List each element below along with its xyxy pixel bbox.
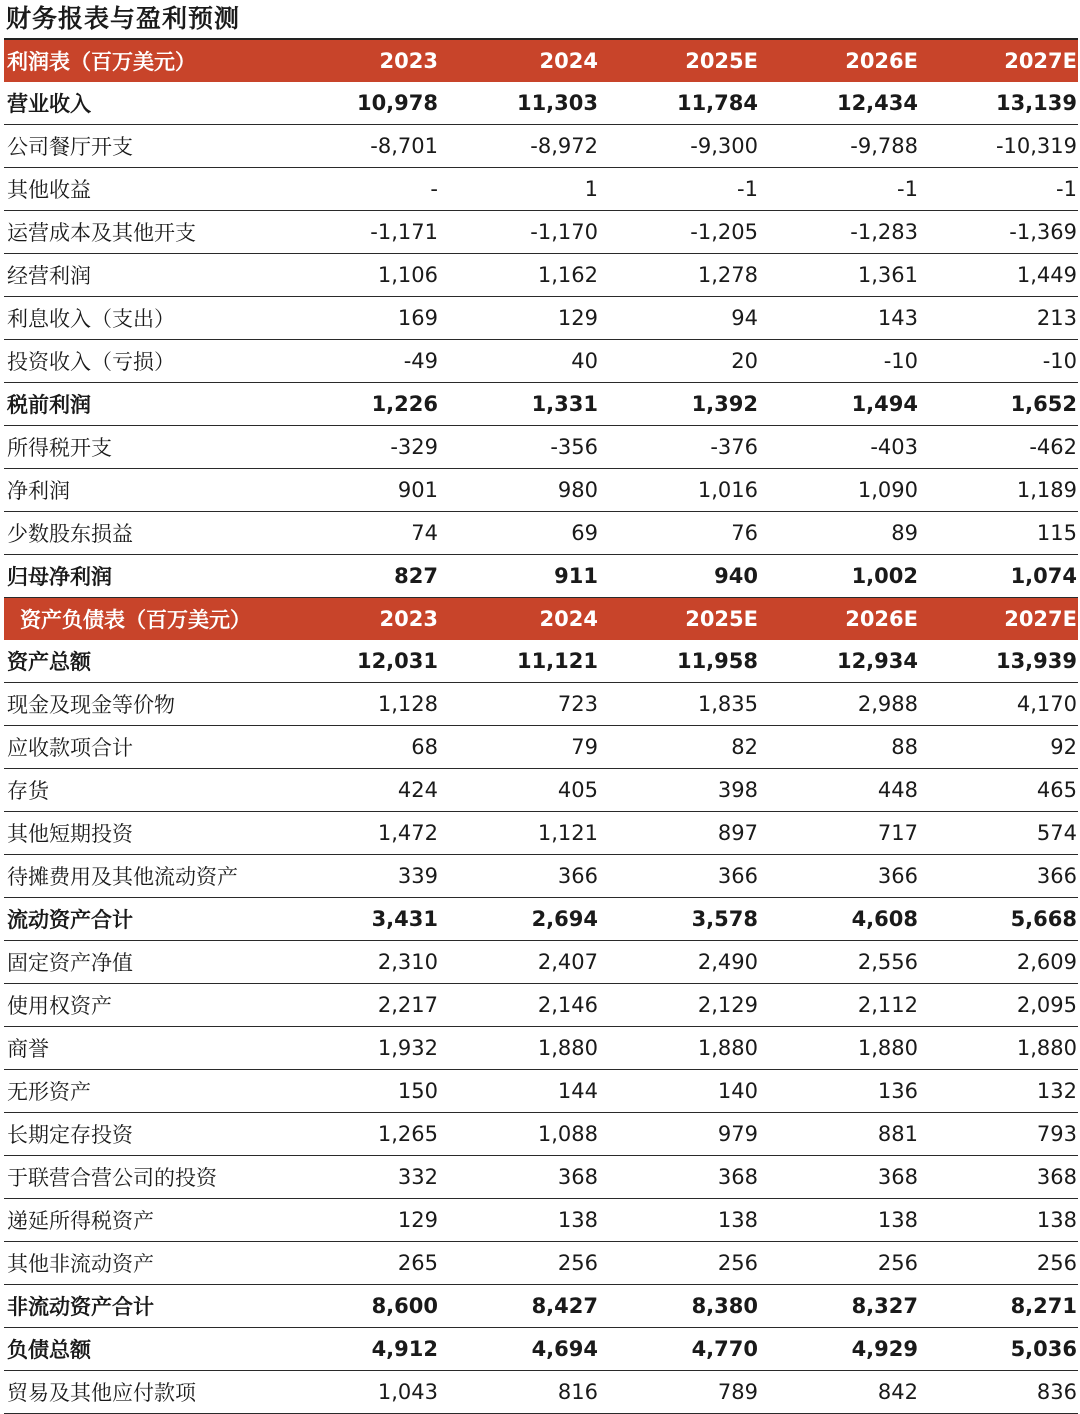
value-cell: 12,434 <box>758 82 918 125</box>
value-cell: 405 <box>438 769 598 812</box>
value-cell: 1,880 <box>438 1027 598 1070</box>
table-row <box>4 254 1078 297</box>
row-label: 公司餐厅开支 <box>4 125 278 168</box>
table-row <box>4 898 1078 941</box>
value-cell: 1,074 <box>918 555 1078 598</box>
value-cell: 2,095 <box>918 984 1078 1027</box>
row-label: 使用权资产 <box>4 984 278 1027</box>
row-label: 于联营合营公司的投资 <box>4 1156 278 1199</box>
value-cell: 143 <box>758 297 918 340</box>
value-cell: -403 <box>758 426 918 469</box>
value-cell: 136 <box>758 1070 918 1113</box>
value-cell: -1,283 <box>758 211 918 254</box>
value-cell: 3,431 <box>278 898 438 941</box>
value-cell: 2,217 <box>278 984 438 1027</box>
table-row <box>4 726 1078 769</box>
table-row <box>4 1199 1078 1242</box>
value-cell: 11,121 <box>438 640 598 683</box>
value-cell: 789 <box>598 1371 758 1414</box>
row-label: 负债总额 <box>4 1328 278 1371</box>
value-cell: 129 <box>278 1199 438 1242</box>
value-cell: 448 <box>758 769 918 812</box>
row-label: 所得税开支 <box>4 426 278 469</box>
value-cell: 11,303 <box>438 82 598 125</box>
value-cell: -1,170 <box>438 211 598 254</box>
value-cell: 2,609 <box>918 941 1078 984</box>
value-cell: 1,494 <box>758 383 918 426</box>
value-cell: 4,694 <box>438 1328 598 1371</box>
value-cell: 256 <box>598 1242 758 1285</box>
table-row <box>4 211 1078 254</box>
row-label: 非流动资产合计 <box>4 1285 278 1328</box>
table-row <box>4 1285 1078 1328</box>
value-cell: 1,392 <box>598 383 758 426</box>
year-header: 2024 <box>438 40 598 82</box>
row-label: 商誉 <box>4 1027 278 1070</box>
value-cell: 13,939 <box>918 640 1078 683</box>
value-cell: 4,608 <box>758 898 918 941</box>
year-header: 2024 <box>438 598 598 641</box>
section-title: 利润表（百万美元） <box>4 40 278 82</box>
value-cell: 74 <box>278 512 438 555</box>
section-title: 资产负债表（百万美元） <box>4 598 278 641</box>
value-cell: 20 <box>598 340 758 383</box>
value-cell: 2,694 <box>438 898 598 941</box>
value-cell: 368 <box>758 1156 918 1199</box>
value-cell: -9,300 <box>598 125 758 168</box>
value-cell: -10 <box>758 340 918 383</box>
year-header: 2027E <box>918 598 1078 641</box>
value-cell: 1,652 <box>918 383 1078 426</box>
value-cell: 94 <box>598 297 758 340</box>
value-cell: 12,031 <box>278 640 438 683</box>
value-cell: 138 <box>758 1199 918 1242</box>
value-cell: 881 <box>758 1113 918 1156</box>
value-cell: 144 <box>438 1070 598 1113</box>
value-cell: 8,271 <box>918 1285 1078 1328</box>
row-label: 贸易及其他应付款项 <box>4 1371 278 1414</box>
value-cell: 1,002 <box>758 555 918 598</box>
value-cell: - <box>278 168 438 211</box>
value-cell: 1,106 <box>278 254 438 297</box>
value-cell: 979 <box>598 1113 758 1156</box>
value-cell: 140 <box>598 1070 758 1113</box>
row-label: 长期定存投资 <box>4 1113 278 1156</box>
row-label: 营业收入 <box>4 82 278 125</box>
value-cell: 366 <box>758 855 918 898</box>
row-label: 利息收入（支出） <box>4 297 278 340</box>
year-header: 2025E <box>598 598 758 641</box>
value-cell: -376 <box>598 426 758 469</box>
value-cell: 40 <box>438 340 598 383</box>
value-cell: 8,600 <box>278 1285 438 1328</box>
value-cell: 836 <box>918 1371 1078 1414</box>
year-header: 2023 <box>278 40 438 82</box>
year-header: 2027E <box>918 40 1078 82</box>
table-row <box>4 941 1078 984</box>
value-cell: 366 <box>438 855 598 898</box>
row-label: 投资收入（亏损） <box>4 340 278 383</box>
table-row <box>4 683 1078 726</box>
value-cell: 150 <box>278 1070 438 1113</box>
value-cell: 256 <box>918 1242 1078 1285</box>
value-cell: 1 <box>438 168 598 211</box>
year-header: 2026E <box>758 598 918 641</box>
table-row <box>4 168 1078 211</box>
value-cell: 1,880 <box>758 1027 918 1070</box>
row-label: 归母净利润 <box>4 555 278 598</box>
value-cell: 332 <box>278 1156 438 1199</box>
table-row <box>4 1242 1078 1285</box>
value-cell: 1,932 <box>278 1027 438 1070</box>
table-row <box>4 125 1078 168</box>
year-header: 2026E <box>758 40 918 82</box>
value-cell: 115 <box>918 512 1078 555</box>
value-cell: -1 <box>598 168 758 211</box>
value-cell: -49 <box>278 340 438 383</box>
value-cell: 8,327 <box>758 1285 918 1328</box>
value-cell: -1,205 <box>598 211 758 254</box>
value-cell: 256 <box>758 1242 918 1285</box>
value-cell: -1 <box>918 168 1078 211</box>
value-cell: 2,490 <box>598 941 758 984</box>
value-cell: 1,162 <box>438 254 598 297</box>
value-cell: 1,088 <box>438 1113 598 1156</box>
table-row <box>4 512 1078 555</box>
value-cell: 138 <box>598 1199 758 1242</box>
row-label: 无形资产 <box>4 1070 278 1113</box>
value-cell: 8,427 <box>438 1285 598 1328</box>
row-label: 应收款项合计 <box>4 726 278 769</box>
table-row <box>4 855 1078 898</box>
value-cell: -8,701 <box>278 125 438 168</box>
value-cell: 138 <box>918 1199 1078 1242</box>
value-cell: 12,934 <box>758 640 918 683</box>
value-cell: 89 <box>758 512 918 555</box>
value-cell: 5,668 <box>918 898 1078 941</box>
row-label: 其他非流动资产 <box>4 1242 278 1285</box>
table-row <box>4 1070 1078 1113</box>
value-cell: 827 <box>278 555 438 598</box>
value-cell: 339 <box>278 855 438 898</box>
year-header: 2025E <box>598 40 758 82</box>
value-cell: 2,129 <box>598 984 758 1027</box>
value-cell: 368 <box>438 1156 598 1199</box>
value-cell: 2,556 <box>758 941 918 984</box>
table-row <box>4 82 1078 125</box>
value-cell: 11,784 <box>598 82 758 125</box>
value-cell: 69 <box>438 512 598 555</box>
value-cell: 10,978 <box>278 82 438 125</box>
value-cell: 2,310 <box>278 941 438 984</box>
row-label: 递延所得税资产 <box>4 1199 278 1242</box>
value-cell: 574 <box>918 812 1078 855</box>
row-label: 存货 <box>4 769 278 812</box>
table-row <box>4 1328 1078 1371</box>
table-row <box>4 640 1078 683</box>
value-cell: -329 <box>278 426 438 469</box>
value-cell: 169 <box>278 297 438 340</box>
value-cell: 368 <box>598 1156 758 1199</box>
value-cell: 92 <box>918 726 1078 769</box>
value-cell: 366 <box>918 855 1078 898</box>
value-cell: 5,036 <box>918 1328 1078 1371</box>
value-cell: 1,121 <box>438 812 598 855</box>
value-cell: 76 <box>598 512 758 555</box>
value-cell: 1,331 <box>438 383 598 426</box>
table-row <box>4 1027 1078 1070</box>
value-cell: 1,090 <box>758 469 918 512</box>
value-cell: -1 <box>758 168 918 211</box>
table-row <box>4 1156 1078 1199</box>
value-cell: 368 <box>918 1156 1078 1199</box>
row-label: 流动资产合计 <box>4 898 278 941</box>
value-cell: 465 <box>918 769 1078 812</box>
table-row <box>4 769 1078 812</box>
table-row <box>4 555 1078 598</box>
value-cell: -10,319 <box>918 125 1078 168</box>
financial-table-body <box>4 40 1078 1414</box>
row-label: 现金及现金等价物 <box>4 683 278 726</box>
value-cell: 2,407 <box>438 941 598 984</box>
value-cell: 3,578 <box>598 898 758 941</box>
value-cell: 4,912 <box>278 1328 438 1371</box>
value-cell: 1,449 <box>918 254 1078 297</box>
value-cell: 88 <box>758 726 918 769</box>
value-cell: 1,226 <box>278 383 438 426</box>
value-cell: 1,043 <box>278 1371 438 1414</box>
value-cell: 1,265 <box>278 1113 438 1156</box>
value-cell: 816 <box>438 1371 598 1414</box>
value-cell: -1,369 <box>918 211 1078 254</box>
value-cell: 82 <box>598 726 758 769</box>
row-label: 运营成本及其他开支 <box>4 211 278 254</box>
table-row <box>4 297 1078 340</box>
value-cell: 1,189 <box>918 469 1078 512</box>
value-cell: -8,972 <box>438 125 598 168</box>
value-cell: 1,880 <box>598 1027 758 1070</box>
value-cell: 1,835 <box>598 683 758 726</box>
table-row <box>4 426 1078 469</box>
value-cell: 398 <box>598 769 758 812</box>
value-cell: 717 <box>758 812 918 855</box>
row-label: 待摊费用及其他流动资产 <box>4 855 278 898</box>
page-title: 财务报表与盈利预测 <box>6 4 241 33</box>
table-row <box>4 383 1078 426</box>
value-cell: 213 <box>918 297 1078 340</box>
row-label: 其他短期投资 <box>4 812 278 855</box>
value-cell: 68 <box>278 726 438 769</box>
table-row <box>4 340 1078 383</box>
value-cell: 1,128 <box>278 683 438 726</box>
value-cell: -10 <box>918 340 1078 383</box>
value-cell: 366 <box>598 855 758 898</box>
value-cell: 11,958 <box>598 640 758 683</box>
value-cell: 132 <box>918 1070 1078 1113</box>
value-cell: 4,770 <box>598 1328 758 1371</box>
row-label: 经营利润 <box>4 254 278 297</box>
row-label: 净利润 <box>4 469 278 512</box>
value-cell: 13,139 <box>918 82 1078 125</box>
value-cell: 256 <box>438 1242 598 1285</box>
value-cell: 2,112 <box>758 984 918 1027</box>
value-cell: 940 <box>598 555 758 598</box>
value-cell: 897 <box>598 812 758 855</box>
value-cell: 980 <box>438 469 598 512</box>
value-cell: -356 <box>438 426 598 469</box>
value-cell: 1,880 <box>918 1027 1078 1070</box>
value-cell: 129 <box>438 297 598 340</box>
row-label: 资产总额 <box>4 640 278 683</box>
value-cell: 8,380 <box>598 1285 758 1328</box>
year-header: 2023 <box>278 598 438 641</box>
value-cell: 723 <box>438 683 598 726</box>
value-cell: 138 <box>438 1199 598 1242</box>
table-row <box>4 984 1078 1027</box>
value-cell: 1,016 <box>598 469 758 512</box>
value-cell: 911 <box>438 555 598 598</box>
value-cell: 424 <box>278 769 438 812</box>
value-cell: 1,361 <box>758 254 918 297</box>
row-label: 固定资产净值 <box>4 941 278 984</box>
financial-table <box>4 40 1078 1414</box>
value-cell: 1,472 <box>278 812 438 855</box>
value-cell: 2,988 <box>758 683 918 726</box>
value-cell: 4,170 <box>918 683 1078 726</box>
income-statement-header <box>4 40 1078 82</box>
value-cell: 2,146 <box>438 984 598 1027</box>
value-cell: -1,171 <box>278 211 438 254</box>
table-row <box>4 469 1078 512</box>
table-row <box>4 1371 1078 1414</box>
value-cell: 79 <box>438 726 598 769</box>
row-label: 其他收益 <box>4 168 278 211</box>
table-row <box>4 1113 1078 1156</box>
row-label: 少数股东损益 <box>4 512 278 555</box>
value-cell: 842 <box>758 1371 918 1414</box>
value-cell: 1,278 <box>598 254 758 297</box>
table-row <box>4 812 1078 855</box>
value-cell: -9,788 <box>758 125 918 168</box>
value-cell: 793 <box>918 1113 1078 1156</box>
value-cell: 265 <box>278 1242 438 1285</box>
value-cell: 901 <box>278 469 438 512</box>
value-cell: 4,929 <box>758 1328 918 1371</box>
value-cell: -462 <box>918 426 1078 469</box>
balance-sheet-header <box>4 598 1078 641</box>
row-label: 税前利润 <box>4 383 278 426</box>
